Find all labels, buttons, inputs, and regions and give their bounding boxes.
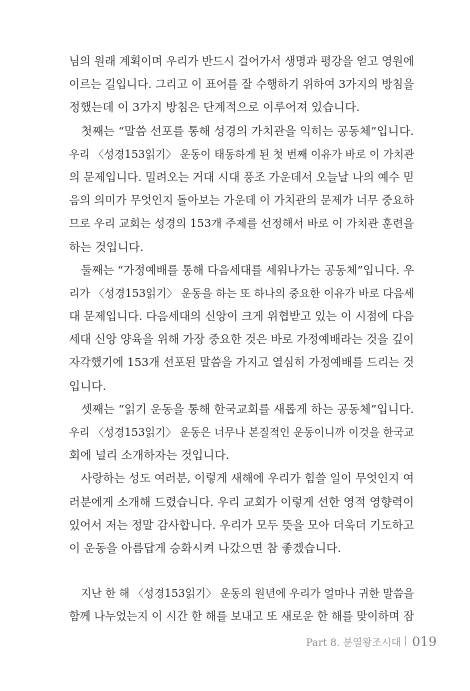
text-line: 정했는데 이 3가지 방침은 단계적으로 이루어져 있습니다. — [69, 100, 360, 115]
body-text — [69, 50, 414, 629]
paragraph-gap — [69, 560, 414, 582]
text-line: 대 문제입니다. 다음세대의 신앙이 크게 위협받고 있는 이 시점에 다음 — [69, 309, 414, 324]
text-line: 우리 〈성경153읽기〉 운동은 너무나 본질적인 운동이니까 이것을 한국교 — [69, 426, 414, 439]
text-line: 의 문제입니다. 밀려오는 거대 시대 풍조 가운데서 오늘날 나의 예수 믿 — [69, 170, 415, 184]
text-line: 자각했기에 153개 선포된 말씀을 가지고 열심히 가정예배를 드리는 것 — [69, 356, 414, 370]
text-line: 님의 원래 계획이며 우리가 반드시 걸어가서 생명과 평강을 얻고 영원에 — [69, 55, 414, 68]
text-line: 리가 〈성경153읽기〉 운동을 하는 또 하나의 중요한 이유가 바로 다음세 — [69, 286, 415, 300]
text-line: 세대 신앙 양육을 위해 가장 중요한 것은 바로 가정예배라는 것을 깊이 — [69, 332, 414, 347]
text-line: 함께 나누었는지 이 시간 한 해를 보내고 또 새로운 한 해를 맞이하며 잠 — [69, 610, 414, 624]
text-line: 우리 〈성경153읽기〉 운동이 태동하게 된 첫 번째 이유가 바로 이 가치관 — [69, 147, 415, 161]
text-line: 셋째는 “읽기 운동을 통해 한국교회를 새롭게 하는 공동체”입니다. — [81, 401, 414, 416]
text-line: 하는 것입니다. — [69, 239, 144, 254]
text-line: 있어서 저는 정말 감사합니다. 우리가 모두 뜻을 모아 더욱더 기도하고 — [69, 517, 414, 532]
text-line: 입니다. — [69, 378, 107, 393]
text-line: 지난 한 해 〈성경153읽기〉 운동의 원년에 우리가 얼마나 귀한 말씀을 — [81, 587, 414, 601]
footer-separator: | — [403, 636, 407, 646]
text-line: 러분에게 소개해 드렸습니다. 우리 교회가 이렇게 선한 영적 영향력이 — [69, 494, 414, 509]
page-footer — [306, 634, 437, 650]
text-line: 음의 의미가 무엇인지 돌아보는 가운데 이 가치관의 문제가 너무 중요하 — [69, 194, 414, 208]
page-number: 019 — [411, 635, 437, 650]
text-line: 사랑하는 성도 여러분, 이렇게 새해에 우리가 힘쓸 일이 무엇인지 여 — [81, 471, 414, 486]
running-title: Part 8. 분열왕조시대 — [306, 638, 401, 649]
text-line: 둘째는 “가정예배를 통해 다음세대를 세워나가는 공동체”입니다. 우 — [81, 262, 415, 277]
text-line: 므로 우리 교회는 성경의 153개 주제를 선정해서 바로 이 가치관 훈련을 — [69, 217, 414, 231]
text-line: 이르는 길입니다. 그리고 이 표어를 잘 수행하기 위하여 3가지의 방침을 — [69, 78, 414, 92]
text-line: 회에 널리 소개하자는 것입니다. — [69, 448, 230, 463]
text-line: 첫째는 “말씀 선포를 통해 성경의 가치관을 익히는 공동체”입니다. — [81, 123, 414, 138]
text-line: 이 운동을 아름답게 승화시켜 나갔으면 참 좋겠습니다. — [69, 540, 342, 555]
